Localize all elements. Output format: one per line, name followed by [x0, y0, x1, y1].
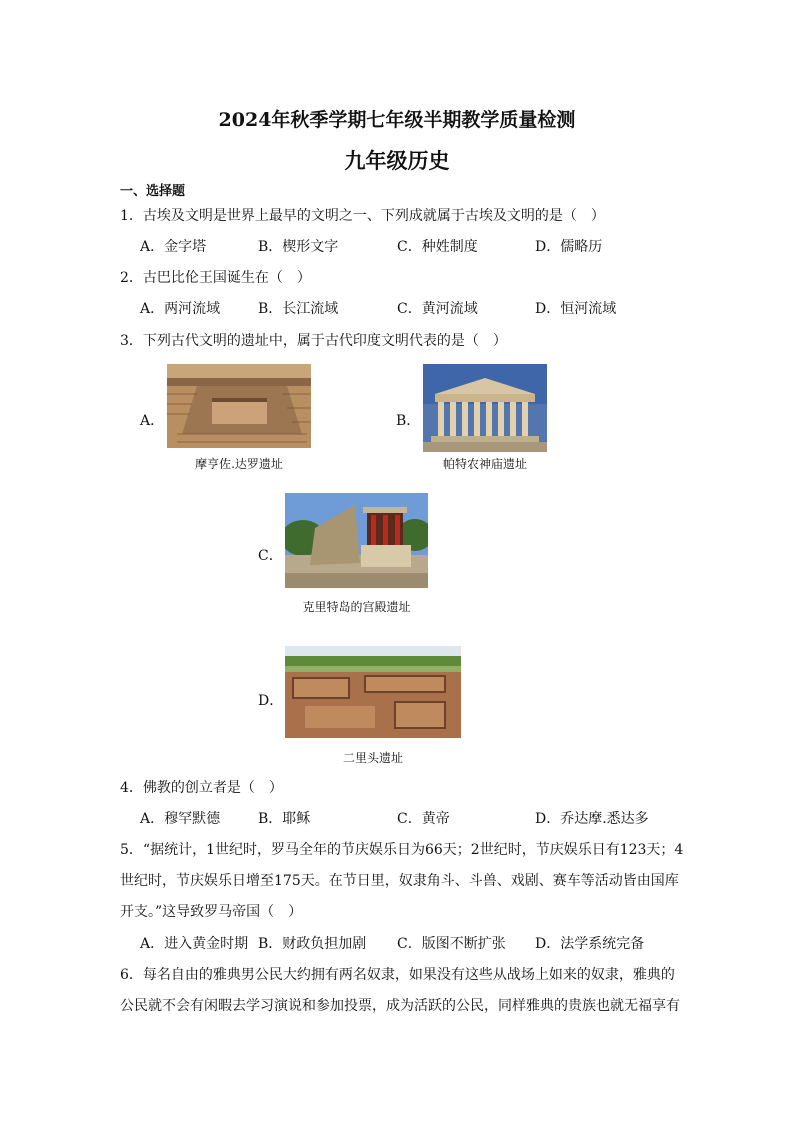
question-3-option-b-caption: 帕特农神庙遗址	[442, 457, 527, 471]
erlitou-site-photo	[285, 646, 461, 738]
question-5-stem-line-2: 世纪时，节庆娱乐日增至175天。在节日里，奴隶角斗、斗兽、戏剧、赛车等活动皆由国库	[120, 873, 679, 889]
question-5-option-c: C．版图不断扩张	[397, 936, 506, 952]
question-5-stem-line-3: 开支。”这导致罗马帝国（ ）	[120, 904, 303, 920]
question-5-stem-line-1: 5．“据统计，1世纪时，罗马全年的节庆娱乐日为66天；2世纪时，节庆娱乐日有123天；4	[120, 842, 684, 858]
question-6-stem-line-2: 公民就不会有闲暇去学习演说和参加投票，成为活跃的公民，同样雅典的贵族也就无福享有	[120, 998, 680, 1014]
question-4-option-c: C．黄帝	[397, 811, 450, 827]
question-2-option-a: A．两河流域	[140, 301, 221, 317]
question-4-stem: 4．佛教的创立者是（ ）	[120, 780, 283, 796]
question-3-option-c-letter: C．	[258, 548, 283, 564]
mohenjo-daro-photo	[167, 364, 311, 448]
parthenon-photo	[423, 364, 547, 452]
exam-subject: 九年级历史	[344, 148, 450, 173]
question-5-option-a: A．进入黄金时期	[140, 936, 249, 952]
question-3-stem: 3．下列古代文明的遗址中，属于古代印度文明代表的是（ ）	[120, 333, 507, 349]
question-1-stem: 1．古埃及文明是世界上最早的文明之一、下列成就属于古埃及文明的是（ ）	[120, 208, 605, 224]
question-2-stem: 2．古巴比伦王国诞生在（ ）	[120, 270, 311, 286]
question-3-option-b-letter: B．	[396, 413, 421, 429]
question-3-option-d-caption: 二里头遗址	[342, 751, 403, 765]
question-1-option-b: B．楔形文字	[258, 239, 339, 255]
question-2-option-c: C．黄河流域	[397, 301, 478, 317]
exam-title: 2024年秋季学期七年级半期教学质量检测	[218, 109, 576, 131]
question-2-option-d: D．恒河流域	[535, 301, 617, 317]
question-3-option-d-letter: D．	[258, 693, 284, 709]
question-1-option-a: A．金字塔	[140, 239, 207, 255]
question-5-option-b: B．财政负担加剧	[258, 936, 367, 952]
question-3-option-c-caption: 克里特岛的宫殿遗址	[302, 600, 411, 614]
question-6-stem-line-1: 6．每名自由的雅典男公民大约拥有两名奴隶，如果没有这些从战场上如来的奴隶，雅典的	[120, 967, 675, 983]
question-1-option-c: C．种姓制度	[397, 239, 478, 255]
question-2-option-b: B．长江流域	[258, 301, 339, 317]
question-4-option-b: B．耶稣	[258, 811, 311, 827]
section-heading: 一、选择题	[120, 184, 186, 199]
question-3-option-a-letter: A．	[140, 413, 165, 429]
question-4-option-d: D．乔达摩.悉达多	[535, 811, 649, 827]
question-1-option-d: D．儒略历	[535, 239, 603, 255]
question-5-option-d: D．法学系统完备	[535, 936, 645, 952]
knossos-palace-photo	[285, 493, 428, 588]
question-4-option-a: A．穆罕默德	[140, 811, 221, 827]
question-3-option-a-caption: 摩亨佐.达罗遗址	[195, 457, 283, 471]
